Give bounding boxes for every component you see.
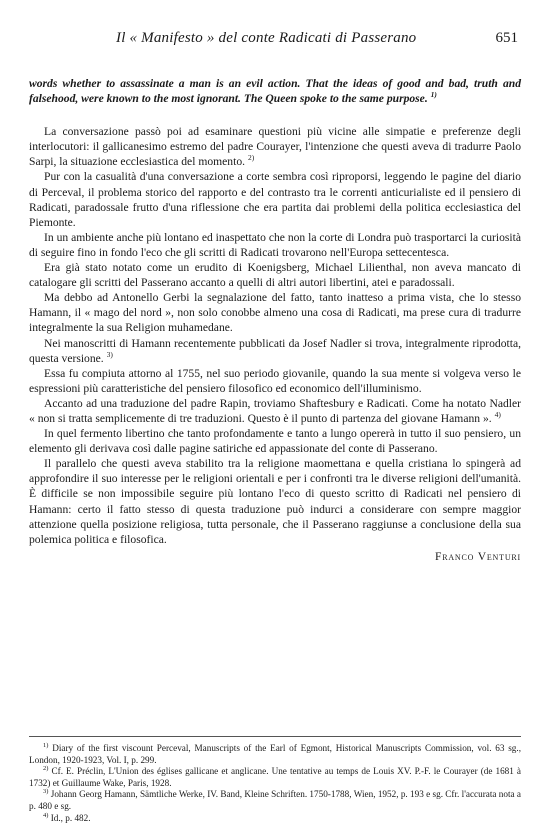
page-header <box>40 30 518 50</box>
footnote-ref: 2) <box>247 153 255 163</box>
footnote: $^{4)}$ Id., p. 482. <box>43 811 91 823</box>
paragraph: Accanto ad una traduzione del padre Rapin, troviamo Shaftesbury e Radicati. Come ha notato Nadler « non si tratta semplicemente di tre traduzioni. Questo è il punto di partenza del giovane Hamann ». $^{4)}$ <box>29 396 521 425</box>
footnote-ref: 1) <box>430 90 437 100</box>
paragraph: In quel fermento libertino che tanto profondamente e tanto a lungo opererà in tutto il suo pensiero, un elemento gli derivava così dalle pagine satiriche ed appassionate del conte di Passerano. <box>29 427 521 456</box>
paragraph: Nei manoscritti di Hamann recentemente pubblicati da Josef Nadler si trova, integralmente riprodotta, questa versione. $^{3)}$ <box>29 336 521 365</box>
footnote-rule <box>29 736 521 737</box>
paragraph: Essa fu compiuta attorno al 1755, nel suo periodo giovanile, quando la sua mente si volgeva verso le espressioni più caratteristiche del pensiero filosofico ed economico dell'illuminismo. <box>29 366 521 395</box>
footnote-ref: 3) <box>106 349 113 359</box>
footnote: $^{1)}$ Diary of the first viscount Perceval, Manuscripts of the Earl of Egmont, Historical Manuscripts Commission, vol. 63 sg., London, 1920-1923, Vol. I, p. 299. <box>29 741 521 765</box>
footnotes <box>29 743 521 824</box>
author-signature: Franco Venturi <box>434 549 521 563</box>
paragraph: Il parallelo che questi aveva stabilito tra la religione maomettana e quella cristiana lo spingerà ad approfondire il suo interesse per le religioni orientali e per i confronti tra le diverse religioni dell'umanità. È difficile se non impossibile seguire più lontano l'eco di questo scritto di Radicati nel pensiero di Hamann: certo il fatto stesso di questa traduzione può indurci a considerare con sempre maggior attenzione quella posizione religiosa, tutta personale, che il Passerano raggiunse a conclusione della sua polemica politica e filosofica. <box>29 457 521 546</box>
quote-text: words whether to assassinate a man is an evil action. That the ideas of good and bad, truth and falsehood, were known to the most ignorant. The Queen spoke to the same purpose. <box>29 77 521 106</box>
paragraph: Era già stato notato come un erudito di Koenigsberg, Michael Lilienthal, non aveva mancato di catalogare gli scritti del Passerano accanto a quelli di altri autori libertini, atei e paradossali. <box>29 261 521 290</box>
footnote: $^{3)}$ Johann Georg Hamann, Sämtliche Werke, IV. Band, Kleine Schriften. 1750-1788, Wien, 1952, p. 193 e sg. Cfr. l'accurata nota a p. 480 e sg. <box>29 788 521 811</box>
footnote: $^{2)}$ Cf. E. Préclin, L'Union des églises gallicane et anglicane. Une tentative au temps de Louis XV. P.-F. le Courayer (de 1681 à 1732) et Guillaume Wake, Paris, 1928. <box>29 765 522 788</box>
paragraph: In un ambiente anche più lontano ed inaspettato che non la corte di Londra può trasportarci la curiosità di seguire fino in fondo l'eco che gli scritti di Radicati trovarono nell'Europa settecentesca. <box>29 230 521 259</box>
paragraph: Ma debbo ad Antonello Gerbi la segnalazione del fatto, tanto inatteso a prima vista, che lo stesso Hamann, il « mago del nord », non solo conobbe almeno una cosa di Radicati, ma prese cura di tradurre integralmente la sua Religion muhamedane. <box>29 291 521 335</box>
paragraph: La conversazione passò poi ad esaminare questioni più vicine alle simpatie e preferenze degli interlocutori: il gallicanesimo estremo del padre Courayer, l'intenzione che questi aveva di tradurre Paolo Sarpi, la situazione ecclesiastica del momento. $^{2)}$ <box>29 125 521 169</box>
footnote-ref: 4) <box>494 410 501 420</box>
article-body <box>29 76 521 564</box>
page-number: 651 <box>495 30 518 46</box>
paragraph: Pur con la casualità d'una conversazione a corte sembra così riproporsi, leggendo le pagine del diario di Perceval, il problema storico del rapporto e del contrasto tra le correnti anticurialiste ed il pensiero di Radicati, paradossale frutto d'una riflessione che era partita dai problemi della politica ecclesiastica del Piemonte. <box>29 170 521 229</box>
english-quotation <box>29 76 521 106</box>
running-title: Il « Manifesto » del conte Radicati di Passerano <box>116 30 417 46</box>
